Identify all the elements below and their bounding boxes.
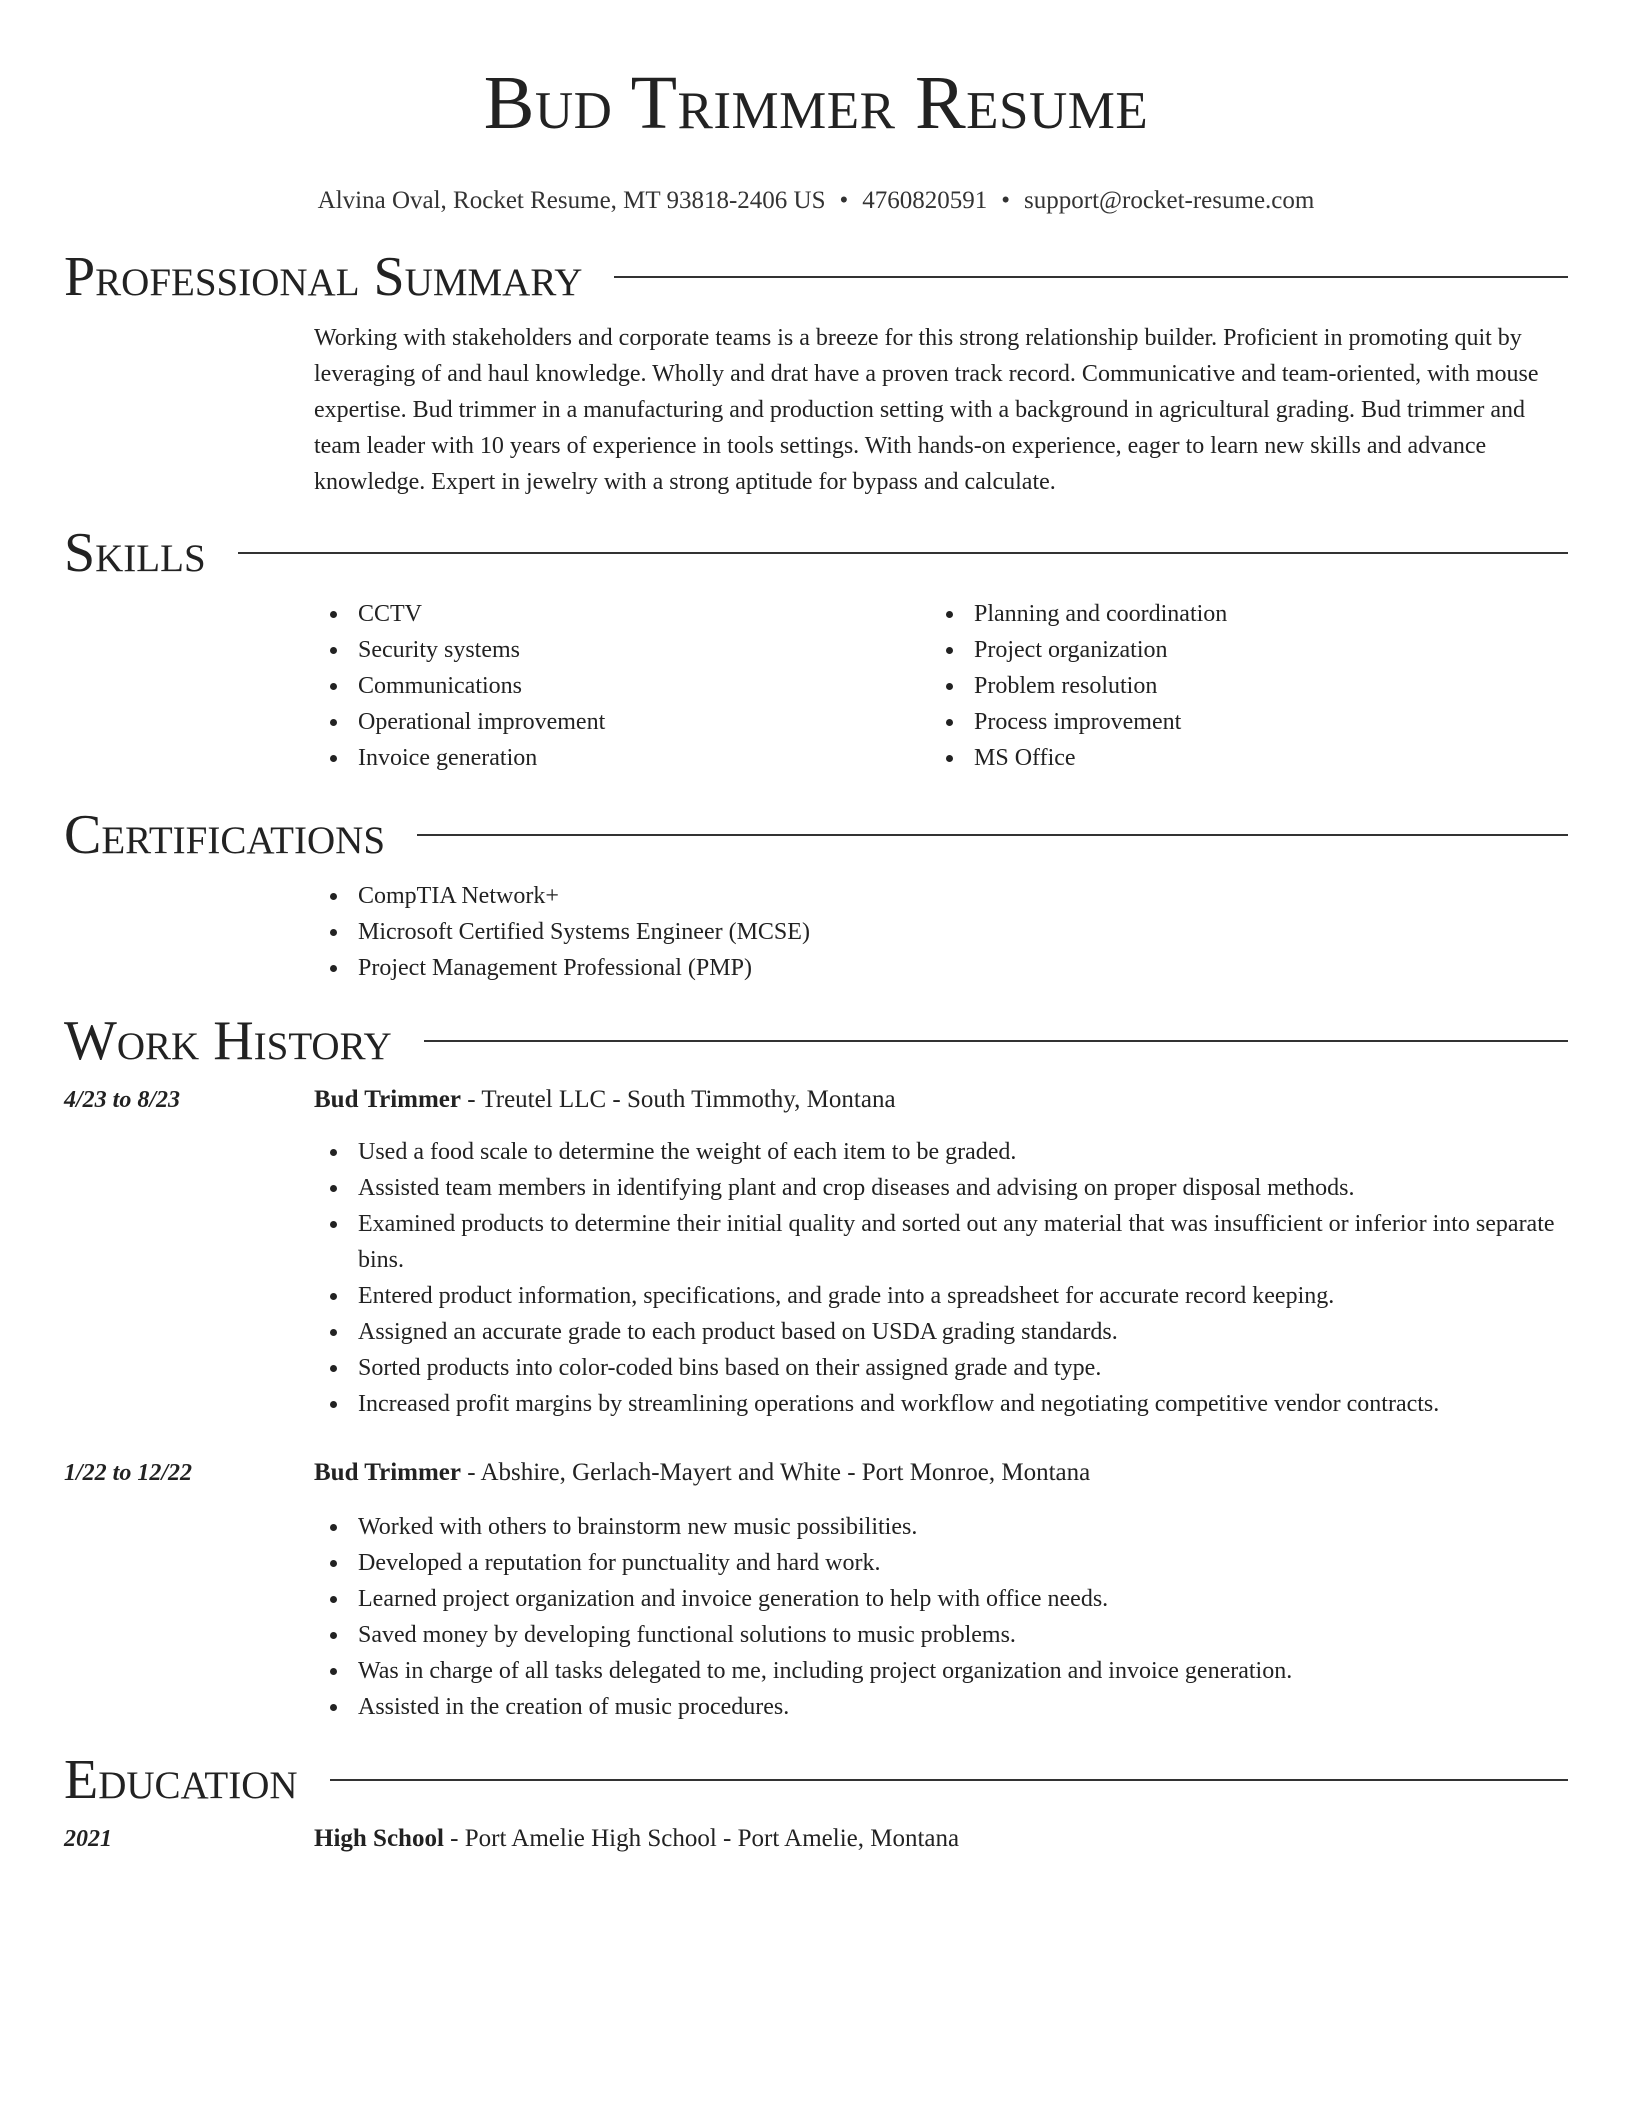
skill-item: Operational improvement	[314, 704, 930, 740]
job-title: Bud Trimmer	[314, 1459, 461, 1486]
job-entry	[64, 1082, 1568, 1422]
job-title-line	[314, 1455, 1090, 1491]
section-divider	[614, 276, 1568, 278]
contact-separator: •	[839, 187, 849, 214]
certification-item: CompTIA Network+	[314, 878, 1568, 914]
education-heading: Education	[64, 1749, 298, 1811]
work-heading: Work History	[64, 1010, 392, 1072]
job-duties	[314, 1509, 1568, 1725]
certifications-section-header	[64, 804, 1568, 866]
job-bullet: Learned project organization and invoice generation to help with office needs.	[314, 1581, 1568, 1617]
certifications-heading: Certifications	[64, 804, 386, 866]
skills-section-header	[64, 522, 1568, 584]
skill-item: Communications	[314, 668, 930, 704]
section-divider	[330, 1779, 1568, 1781]
summary-text: Working with stakeholders and corporate teams is a breeze for this strong relationship builder. Proficient in promoting quit by leveraging of and haul knowledge. Wholly and drat have a proven track record. Communicative and team-oriented, with mouse expertise. Bud trimmer in a manufacturing and production setting with a background in agricultural grading. Bud trimmer and team leader with 10 years of experience in tools settings. With hands-on experience, eager to learn new skills and advance knowledge. Expert in jewelry with a strong aptitude for bypass and calculate.	[314, 325, 1539, 495]
job-title: Bud Trimmer	[314, 1086, 461, 1113]
job-dates: 4/23 to 8/23	[64, 1087, 181, 1113]
skills-heading: Skills	[64, 522, 206, 584]
skills-list-right	[930, 596, 1546, 776]
job-header	[64, 1455, 1568, 1491]
job-bullet: Assigned an accurate grade to each product based on USDA grading standards.	[314, 1314, 1568, 1350]
education-header	[64, 1821, 1568, 1857]
certifications-content	[314, 878, 1568, 986]
job-bullet: Assisted in the creation of music procedures.	[314, 1689, 1568, 1725]
contact-address: Alvina Oval, Rocket Resume, MT 93818-2406 US	[317, 187, 826, 214]
resume-title: Bud Trimmer Resume	[483, 61, 1149, 145]
education-degree: High School	[314, 1825, 444, 1852]
job-bullets	[314, 1134, 1568, 1422]
job-bullet: Developed a reputation for punctuality and hard work.	[314, 1545, 1568, 1581]
job-bullet: Worked with others to brainstorm new music possibilities.	[314, 1509, 1568, 1545]
contact-separator: •	[1001, 187, 1011, 214]
job-bullet: Examined products to determine their initial quality and sorted out any material that was insufficient or inferior into separate bins.	[314, 1206, 1568, 1278]
skill-item: Invoice generation	[314, 740, 930, 776]
certification-item: Microsoft Certified Systems Engineer (MCSE)	[314, 914, 1568, 950]
job-bullet: Was in charge of all tasks delegated to me, including project organization and invoice generation.	[314, 1653, 1568, 1689]
job-bullet: Assisted team members in identifying plant and crop diseases and advising on proper disposal methods.	[314, 1170, 1568, 1206]
job-entry	[64, 1455, 1568, 1725]
job-bullet: Increased profit margins by streamlining operations and workflow and negotiating competitive vendor contracts.	[314, 1386, 1568, 1422]
skill-item: Security systems	[314, 632, 930, 668]
skill-item: CCTV	[314, 596, 930, 632]
skills-grid	[314, 596, 1568, 776]
skill-item: Planning and coordination	[930, 596, 1546, 632]
summary-section-header	[64, 246, 1568, 308]
skill-item: Problem resolution	[930, 668, 1546, 704]
skill-item: Project organization	[930, 632, 1546, 668]
skill-item: MS Office	[930, 740, 1546, 776]
work-section-header	[64, 1010, 1568, 1072]
certifications-list	[314, 878, 1568, 986]
education-title-line	[314, 1821, 959, 1857]
job-duties	[314, 1134, 1568, 1422]
job-bullet: Used a food scale to determine the weight of each item to be graded.	[314, 1134, 1568, 1170]
education-school: - Port Amelie High School - Port Amelie, Montana	[443, 1825, 960, 1852]
contact-phone: 4760820591	[862, 187, 988, 214]
job-header	[64, 1082, 1568, 1118]
section-divider	[238, 552, 1568, 554]
job-company: - Abshire, Gerlach-Mayert and White - Port Monroe, Montana	[461, 1459, 1091, 1486]
certification-item: Project Management Professional (PMP)	[314, 950, 1568, 986]
job-bullet: Sorted products into color-coded bins based on their assigned grade and type.	[314, 1350, 1568, 1386]
section-divider	[417, 834, 1568, 836]
job-bullets	[314, 1509, 1568, 1725]
job-title-line	[314, 1082, 896, 1118]
education-year: 2021	[64, 1826, 112, 1852]
job-company: - Treutel LLC - South Timmothy, Montana	[461, 1086, 896, 1113]
job-bullet: Saved money by developing functional solutions to music problems.	[314, 1617, 1568, 1653]
skills-list-left	[314, 596, 930, 776]
contact-email[interactable]: support@rocket-resume.com	[1024, 187, 1315, 214]
education-entry	[64, 1821, 1568, 1857]
education-section-header	[64, 1749, 1568, 1811]
job-bullet: Entered product information, specifications, and grade into a spreadsheet for accurate record keeping.	[314, 1278, 1568, 1314]
section-divider	[424, 1040, 1568, 1042]
skill-item: Process improvement	[930, 704, 1546, 740]
summary-content	[314, 320, 1568, 500]
job-dates: 1/22 to 12/22	[64, 1460, 193, 1486]
summary-heading: Professional Summary	[64, 246, 583, 308]
contact-line	[64, 186, 1568, 216]
